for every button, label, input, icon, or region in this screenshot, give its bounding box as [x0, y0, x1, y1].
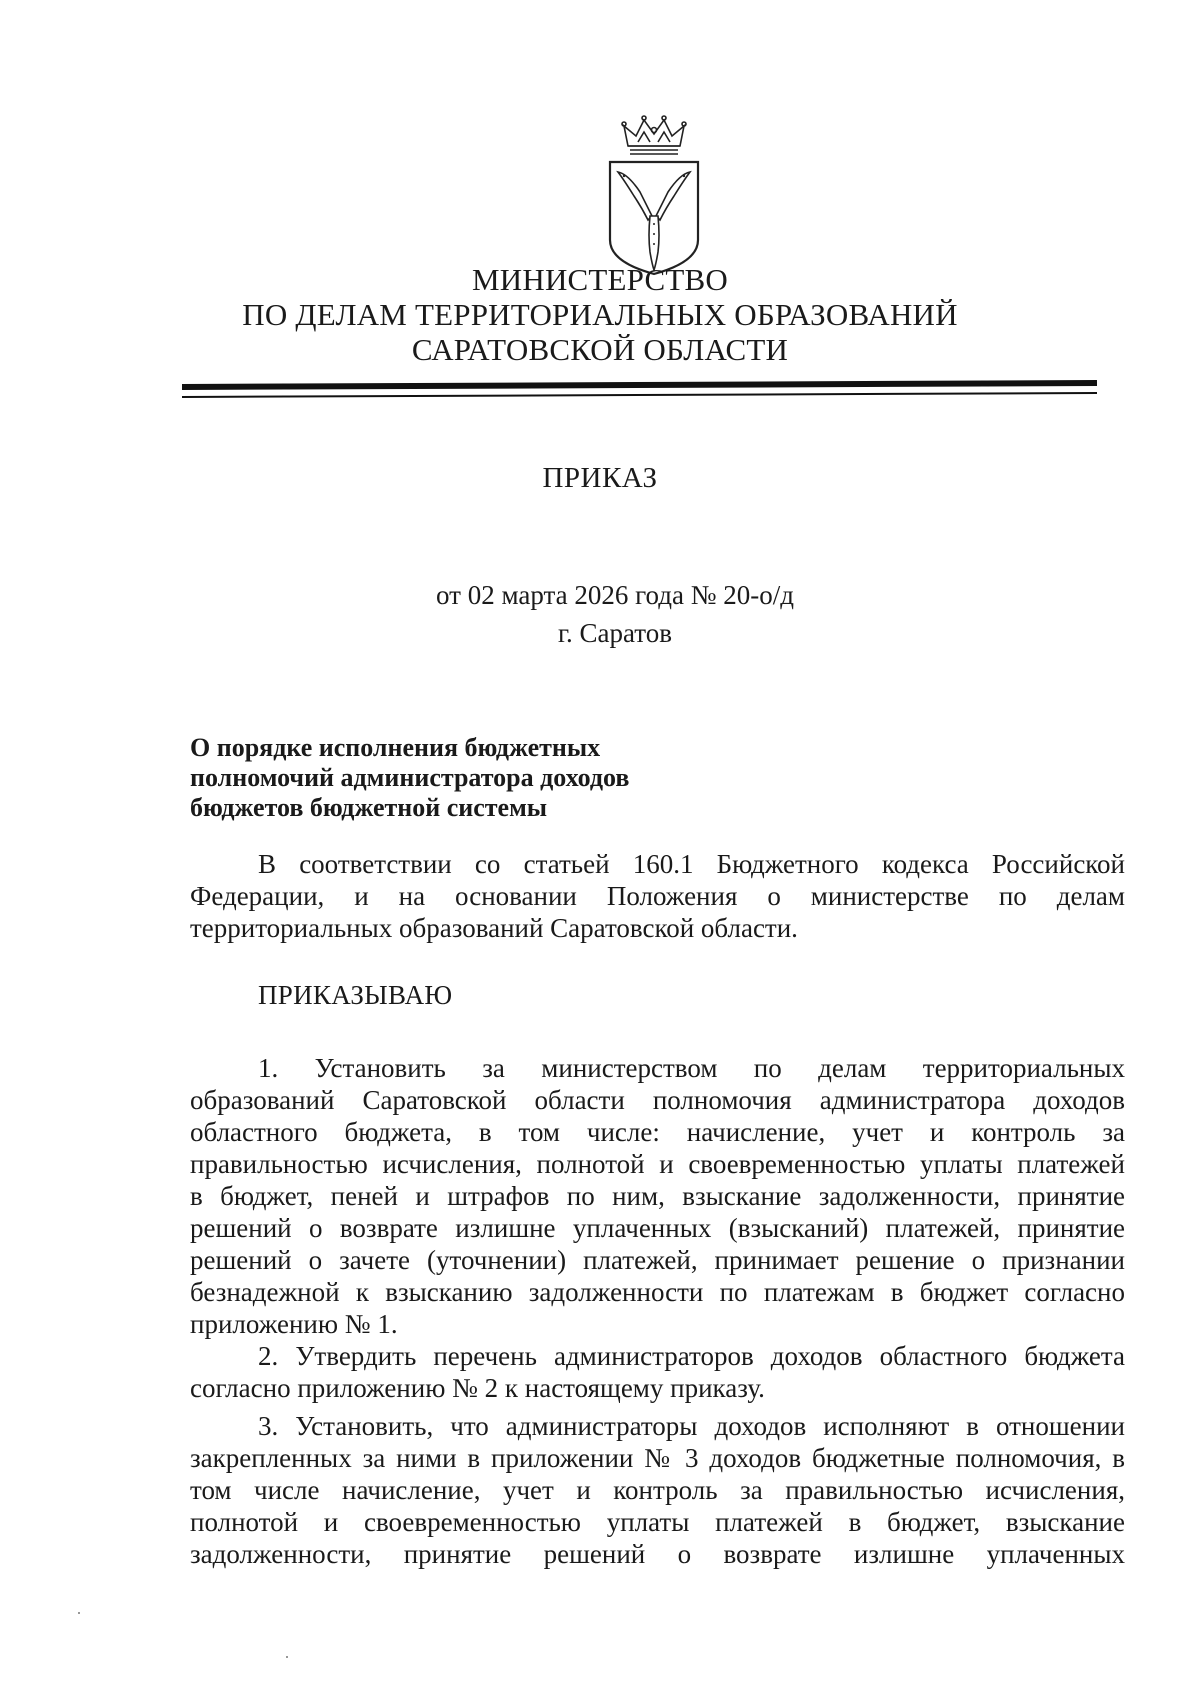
order-city: г. Саратов: [558, 618, 672, 648]
item-2-line: согласно приложению № 2 к настоящему приказу.: [190, 1373, 765, 1403]
item-1-line: в бюджет, пеней и штрафов по ним, взыскание задолженности, принятие: [190, 1181, 1125, 1211]
item-3-line: 3. Установить, что администраторы доходов исполняют в отношении: [258, 1411, 1125, 1441]
header-divider-thin: [182, 392, 1097, 398]
order-date: от 02 марта 2026 года № 20-о/д: [436, 580, 794, 610]
preamble-line-3: территориальных образований Саратовской области.: [190, 913, 798, 943]
item-1-line: образований Саратовской области полномочия администратора доходов: [190, 1085, 1125, 1115]
subject-line-2: полномочий администратора доходов: [190, 763, 630, 792]
header-divider-thick: [182, 380, 1097, 390]
ministry-name: [200, 262, 1000, 367]
item-2-paragraph: [190, 1340, 1125, 1404]
coat-of-arms-icon: [604, 112, 704, 277]
item-2-line: 2. Утвердить перечень администраторов доходов областного бюджета: [258, 1341, 1125, 1371]
item-3-line: закрепленных за ними в приложении № 3 доходов бюджетные полномочия, в: [190, 1443, 1125, 1473]
item-1-line: областного бюджета, в том числе: начисление, учет и контроль за: [190, 1117, 1125, 1147]
ministry-line-2: ПО ДЕЛАМ ТЕРРИТОРИАЛЬНЫХ ОБРАЗОВАНИЙ: [242, 297, 958, 332]
item-3-paragraph: [190, 1410, 1125, 1570]
item-1-paragraph: [190, 1052, 1125, 1340]
item-1-line: 1. Установить за министерством по делам территориальных: [258, 1053, 1125, 1083]
item-3-line: полнотой и своевременностью уплаты платежей в бюджет, взыскание: [190, 1507, 1125, 1537]
order-subject: [190, 733, 629, 823]
item-3-line: задолженности, принятие решений о возврате излишне уплаченных: [190, 1539, 1125, 1569]
scan-speck: [286, 1656, 288, 1658]
preamble-line-2: Федерации, и на основании Положения о министерстве по делам: [190, 881, 1125, 911]
item-1-line: решений о зачете (уточнении) платежей, принимает решение о признании: [190, 1245, 1125, 1275]
item-1-line: безнадежной к взысканию задолженности по платежам в бюджет согласно: [190, 1277, 1125, 1307]
preamble-line-1: В соответствии со статьей 160.1 Бюджетного кодекса Российской: [258, 849, 1125, 879]
order-directive-word: ПРИКАЗЫВАЮ: [258, 980, 453, 1010]
item-1-line: приложению № 1.: [190, 1309, 398, 1339]
item-1-line: правильностью исчисления, полнотой и своевременностью уплаты платежей: [190, 1149, 1125, 1179]
preamble-paragraph: [190, 848, 1125, 944]
item-1-line: решений о возврате излишне уплаченных (взысканий) платежей, принятие: [190, 1213, 1125, 1243]
item-3-line: том числе начисление, учет и контроль за правильностью исчисления,: [190, 1475, 1125, 1505]
scan-speck: [78, 1612, 80, 1614]
order-title: ПРИКАЗ: [542, 462, 658, 494]
subject-line-3: бюджетов бюджетной системы: [190, 793, 548, 822]
ministry-line-3: САРАТОВСКОЙ ОБЛАСТИ: [411, 332, 789, 367]
subject-line-1: О порядке исполнения бюджетных: [190, 733, 601, 762]
ministry-line-1: МИНИСТЕРСТВО: [472, 262, 728, 297]
